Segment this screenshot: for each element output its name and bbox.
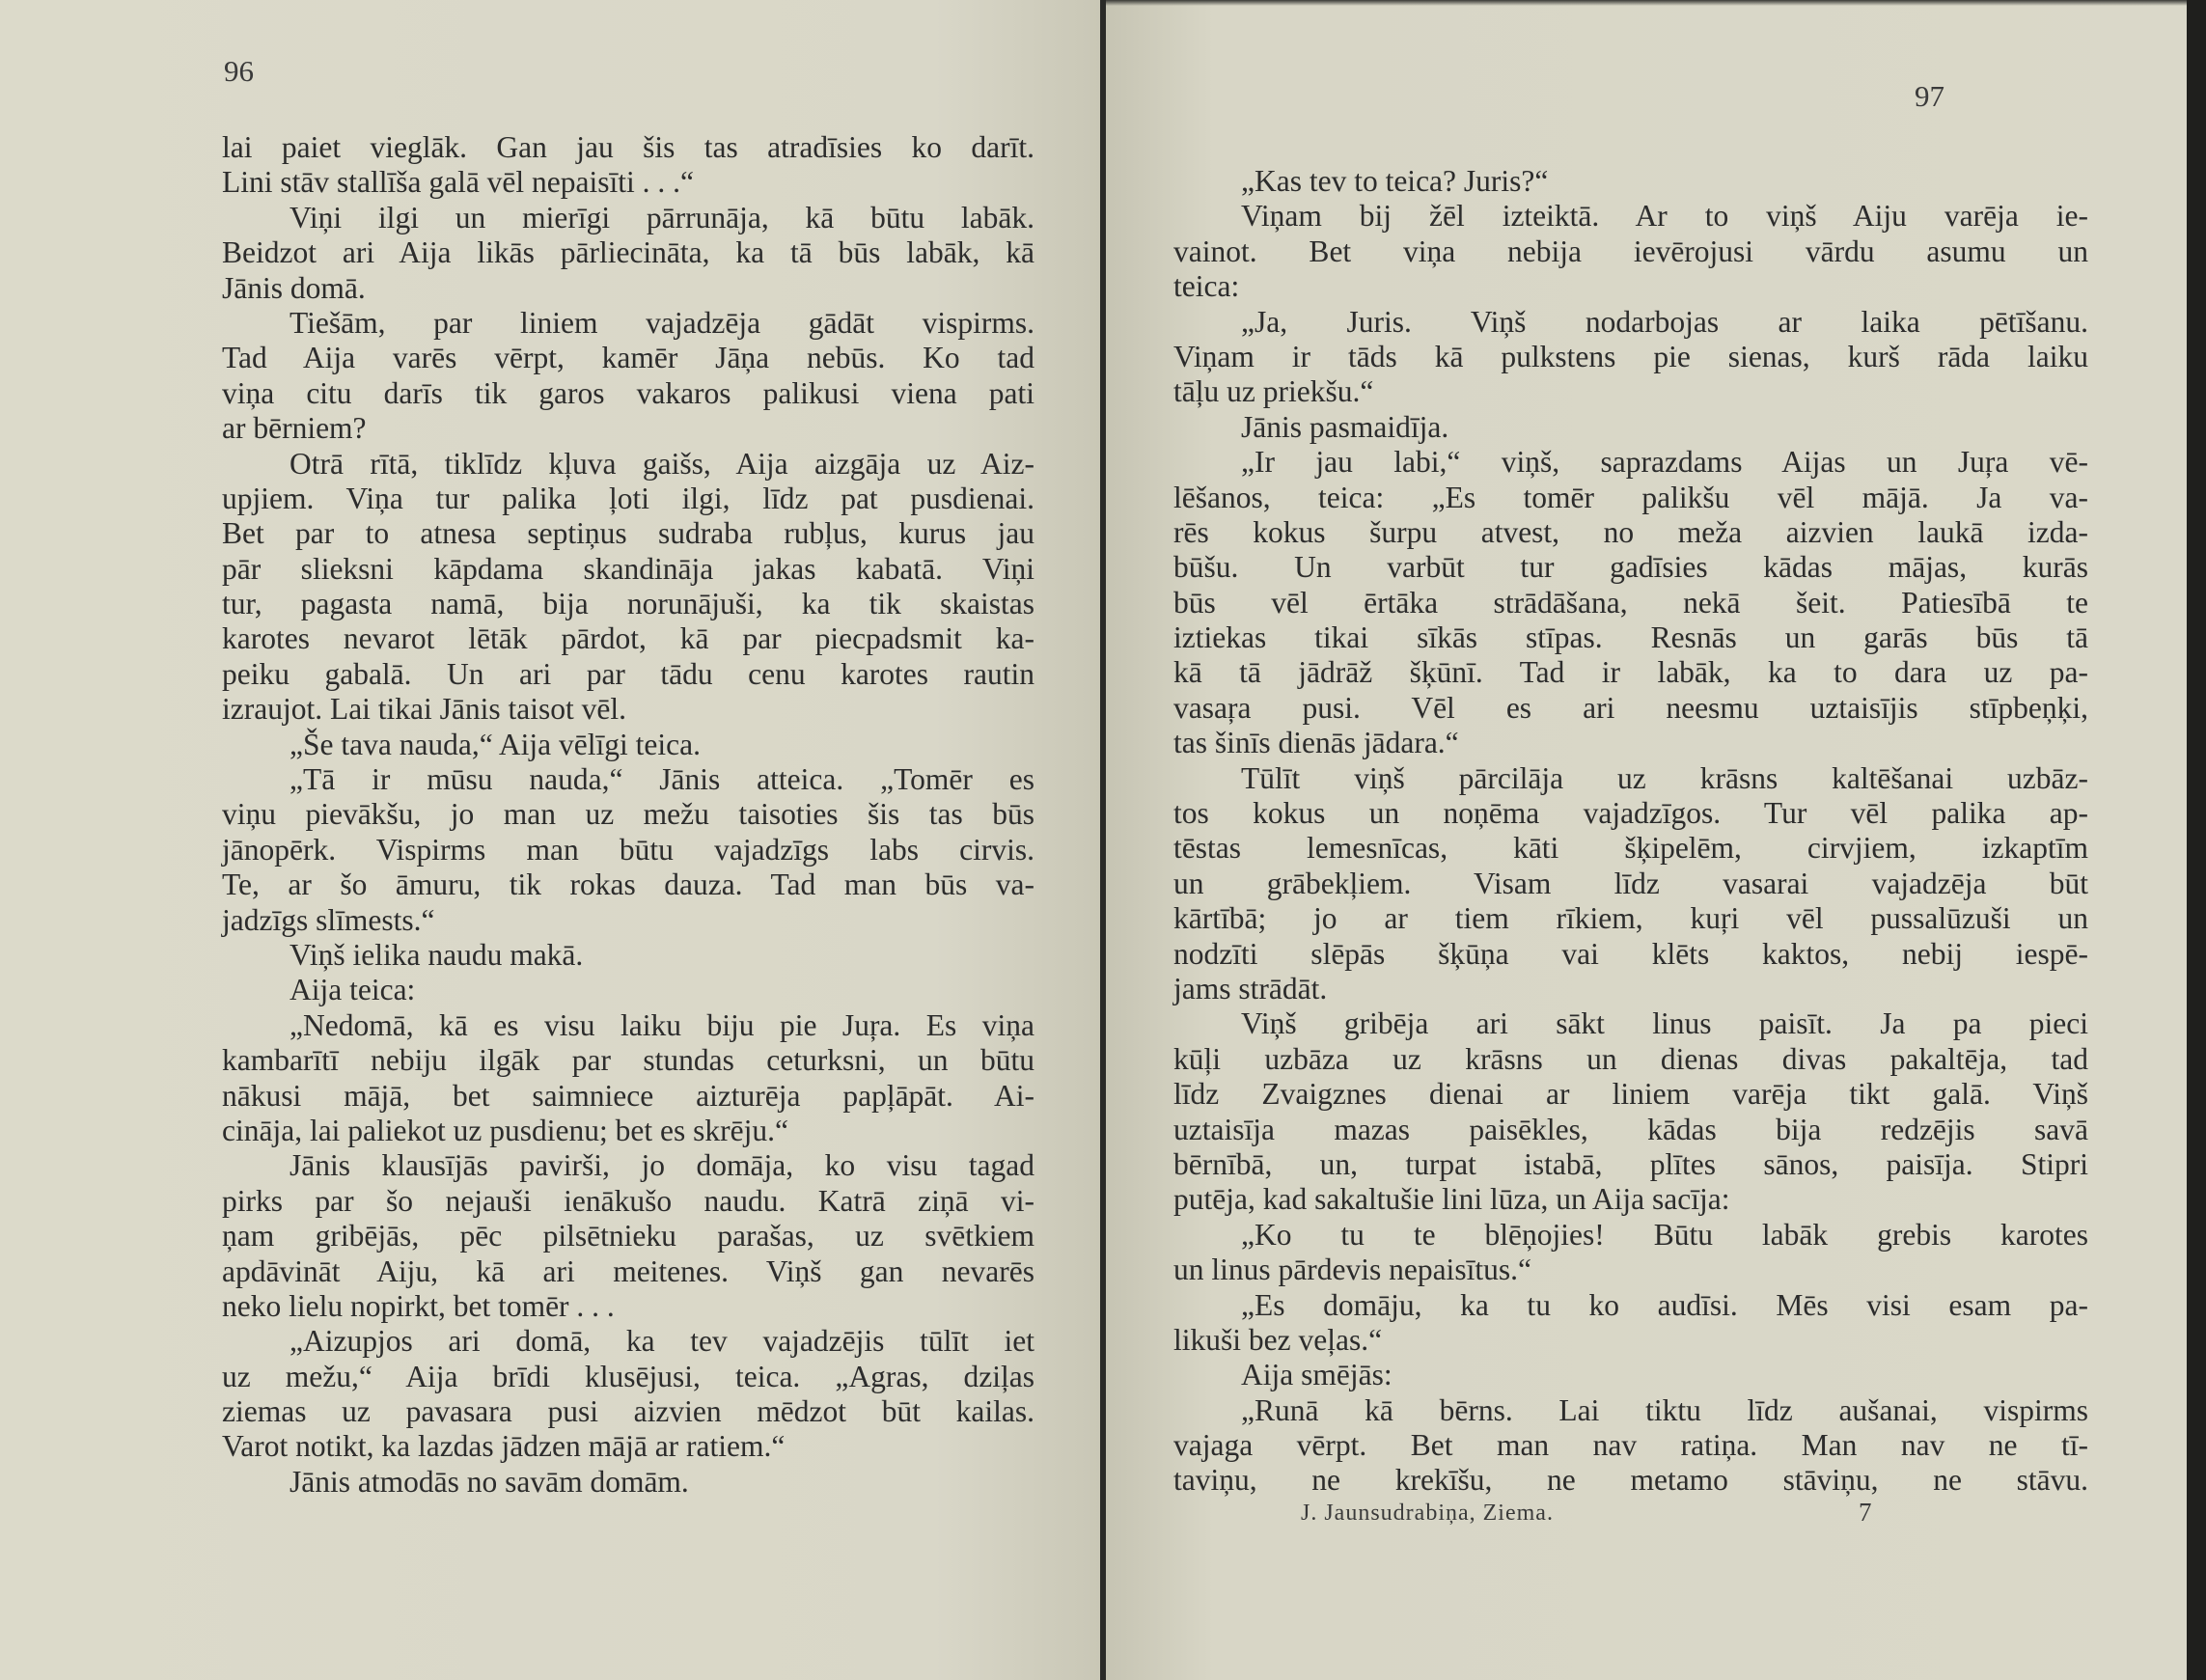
text-line: Viņam ir tāds kā pulkstens pie sienas, kurš rāda laiku xyxy=(1173,339,2088,373)
text-line: bērnībā, un, turpat istabā, plītes sānos, paisīja. Stipri xyxy=(1173,1146,2088,1181)
text-line: nākusi mājā, bet saimniece aizturēja papļāpāt. Ai- xyxy=(222,1078,1034,1113)
text-line: Tiešām, par liniem vajadzēja gādāt vispirms. xyxy=(290,305,1034,340)
text-line: likuši bez veļas.“ xyxy=(1173,1322,1383,1357)
text-line: Tad Aija varēs vērpt, kamēr Jāņa nebūs. Ko tad xyxy=(222,341,1034,375)
text-line: neko lielu nopirkt, bet tomēr . . . xyxy=(222,1288,615,1323)
text-line: jadzīgs slīmests.“ xyxy=(222,902,435,937)
text-line: Otrā rītā, tiklīdz kļuva gaišs, Aija aizgāja uz Aiz- xyxy=(290,446,1034,481)
text-line: Te, ar šo āmuru, tik rokas dauza. Tad man būs va- xyxy=(222,868,1034,902)
text-line: „Runā kā bērns. Lai tiktu līdz aušanai, vispirms xyxy=(1241,1392,2088,1427)
page-number: 97 xyxy=(1915,79,1944,113)
text-line: vajaga vērpt. Bet man nav ratiņa. Man nav ne tī- xyxy=(1173,1428,2088,1463)
footer-signature: J. Jaunsudrabiņa, Ziema. xyxy=(1301,1501,1554,1526)
text-line: būs vēl ērtāka strādāšana, nekā šeit. Patiesībā te xyxy=(1173,585,2088,620)
text-line: ņam gribējās, pēc pilsētnieku parašas, uz svētkiem xyxy=(222,1219,1034,1253)
text-line: jams strādāt. xyxy=(1173,971,1328,1005)
text-line: uztaisīja mazas paisēkles, kādas bija redzējis savā xyxy=(1173,1112,2088,1146)
text-line: Jānis atmodās no savām domām. xyxy=(290,1464,689,1499)
text-line: Aija smējās: xyxy=(1241,1358,1393,1392)
text-line: Beidzot ari Aija likās pārliecināta, ka tā būs labāk, kā xyxy=(222,235,1034,270)
text-line: lēšanos, teica: „Es tomēr palikšu vēl mājā. Ja va- xyxy=(1173,480,2088,514)
text-line: teica: xyxy=(1173,269,1240,304)
text-line: kārtībā; jo ar tiem rīkiem, kuŗi vēl pussalūzuši un xyxy=(1173,901,2088,936)
text-line: Jānis klausījās pavirši, jo domāja, ko visu tagad xyxy=(290,1148,1034,1183)
text-line: nodzīti slēpās šķūņa vai klēts kaktos, nebij iespē- xyxy=(1173,936,2088,971)
text-line: taviņu, ne krekīšu, ne metamo stāviņu, ne stāvu. xyxy=(1173,1463,2088,1498)
text-line: Aija teica: xyxy=(290,973,416,1007)
page-top-shadow xyxy=(1106,0,2187,6)
text-line: tas šinīs dienās jādara.“ xyxy=(1173,726,1459,760)
text-line: vainot. Bet viņa nebija ievērojusi vārdu asumu un xyxy=(1173,234,2088,268)
page-body-text xyxy=(1173,164,2088,1499)
text-line: kūļi uzbāza uz krāsns un dienas divas pakaltēja, tad xyxy=(1173,1041,2088,1076)
text-line: Lini stāv stallīša galā vēl nepaisīti . . .“ xyxy=(222,165,695,200)
text-line: pār slieksni kāpdama skandināja jakas kabatā. Viņi xyxy=(222,551,1034,586)
text-line: viņu pievākšu, jo man uz mežu taisoties šis tas būs xyxy=(222,797,1034,832)
text-line: tāļu uz priekšu.“ xyxy=(1173,374,1374,409)
text-line: līdz Zvaigznes dienai ar liniem varēja tikt galā. Viņš xyxy=(1173,1077,2088,1112)
right-page xyxy=(1106,0,2187,1680)
text-line: upjiem. Viņa tur palika ļoti ilgi, līdz pat pusdienai. xyxy=(222,481,1034,515)
text-line: un linus pārdevis nepaisītus.“ xyxy=(1173,1253,1531,1287)
text-line: pirks par šo nejauši ienākušo naudu. Katrā ziņā vi- xyxy=(222,1183,1034,1218)
text-line: izraujot. Lai tikai Jānis taisot vēl. xyxy=(222,692,627,727)
text-line: jānopērk. Vispirms man būtu vajadzīgs labs cirvis. xyxy=(222,832,1034,867)
text-line: Bet par to atnesa septiņus sudraba rubļus, kurus jau xyxy=(222,516,1034,551)
text-line: Viņš ielika naudu makā. xyxy=(290,937,584,972)
text-line: tur, pagasta namā, bija norunājuši, ka tik skaistas xyxy=(222,587,1034,621)
page-edge xyxy=(2187,0,2206,1680)
text-line: Viņš gribēja ari sākt linus paisīt. Ja pa pieci xyxy=(1241,1006,2088,1041)
text-line: ar bērniem? xyxy=(222,411,367,446)
text-line: uz mežu,“ Aija brīdi klusējusi, teica. „Agras, dziļas xyxy=(222,1359,1034,1393)
text-line: Viņam bij žēl izteiktā. Ar to viņš Aiju varēja ie- xyxy=(1241,199,2088,234)
text-line: „Kas tev to teica? Juris?“ xyxy=(1241,164,1549,198)
text-line: putēja, kad sakaltušie lini lūza, un Aija sacīja: xyxy=(1173,1182,1730,1217)
text-line: būšu. Un varbūt tur gadīsies kādas mājas, kurās xyxy=(1173,550,2088,585)
text-line: „Tā ir mūsu nauda,“ Jānis atteica. „Tomēr es xyxy=(290,762,1034,797)
page-number: 96 xyxy=(224,54,254,88)
text-line: tēstas lemesnīcas, kāti šķipelēm, cirvjiem, izkaptīm xyxy=(1173,831,2088,866)
text-line: vasaŗa pusi. Vēl es ari neesmu uztaisījis stīpbeņķi, xyxy=(1173,690,2088,725)
text-line: Tūlīt viņš pārcilāja uz krāsns kaltēšanai uzbāz- xyxy=(1241,760,2088,795)
text-line: kambarītī nebiju ilgāk par stundas ceturksni, un būtu xyxy=(222,1043,1034,1078)
text-line: Viņi ilgi un mierīgi pārrunāja, kā būtu labāk. xyxy=(290,200,1034,234)
text-line: peiku gabalā. Un ari par tādu cenu karotes rautin xyxy=(222,656,1034,691)
footer-sheet-number: 7 xyxy=(1859,1498,1873,1527)
text-line: viņa citu darīs tik garos vakaros palikusi viena pati xyxy=(222,375,1034,410)
text-line: cināja, lai paliekot uz pusdienu; bet es skrēju.“ xyxy=(222,1113,788,1147)
text-line: Jānis pasmaidīja. xyxy=(1241,409,1449,444)
text-line: un grābekļiem. Visam līdz vasarai vajadzēja būt xyxy=(1173,866,2088,900)
text-line: karotes nevarot lētāk pārdot, kā par piecpadsmit ka- xyxy=(222,621,1034,656)
text-line: „Ko tu te blēņojies! Būtu labāk grebis karotes xyxy=(1241,1217,2088,1252)
text-line: Jānis domā. xyxy=(222,270,366,305)
text-line: „Ir jau labi,“ viņš, saprazdams Aijas un Juŗa vē- xyxy=(1241,445,2088,480)
text-line: „Ja, Juris. Viņš nodarbojas ar laika pētīšanu. xyxy=(1241,304,2088,339)
text-line: „Es domāju, ka tu ko audīsi. Mēs visi esam pa- xyxy=(1241,1287,2088,1322)
text-line: „Aizupjos ari domā, ka tev vajadzējis tūlīt iet xyxy=(290,1324,1034,1359)
page-body-text xyxy=(222,130,1034,1500)
text-line: lai paiet vieglāk. Gan jau šis tas atradīsies ko darīt. xyxy=(222,130,1034,164)
text-line: apdāvināt Aiju, kā ari meitenes. Viņš gan nevarēs xyxy=(222,1253,1034,1288)
text-line: kā tā jādrāž šķūnī. Tad ir labāk, ka to dara uz pa- xyxy=(1173,655,2088,690)
text-line: tos kokus un noņēma vajadzīgos. Tur vēl palika ap- xyxy=(1173,796,2088,831)
text-line: ziemas uz pavasara pusi aizvien mēdzot būt kailas. xyxy=(222,1394,1034,1429)
text-line: „Nedomā, kā es visu laiku biju pie Juŗa. Es viņa xyxy=(290,1007,1034,1042)
text-line: iztiekas tikai sīkās stīpas. Resnās un garās būs tā xyxy=(1173,620,2088,655)
text-line: „Še tava nauda,“ Aija vēlīgi teica. xyxy=(290,727,701,761)
text-line: Varot notikt, ka lazdas jādzen mājā ar ratiem.“ xyxy=(222,1429,786,1464)
left-page xyxy=(0,0,1100,1680)
text-line: rēs kokus šurpu atvest, no meža aizvien laukā izda- xyxy=(1173,514,2088,549)
